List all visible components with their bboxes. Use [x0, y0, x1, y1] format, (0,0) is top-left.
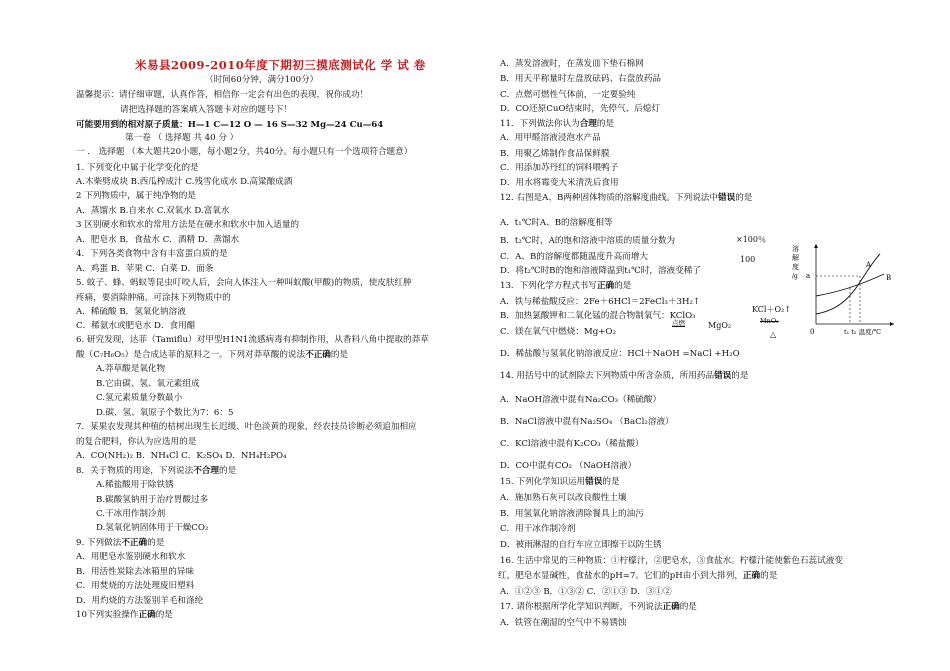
exam-title: 米易县2009-2010年度下期初三摸底测试化 学 试 卷 [135, 58, 426, 72]
left-line-18: D.碳、氢、氧原子个数比为7：6：5 [96, 408, 234, 418]
emphasis-q14: 错误 [714, 371, 732, 381]
left-line-32: 10下列实验操作正确的是 [76, 610, 173, 620]
left-line-9: 5. 蚊子、蜂、蚂蚁等昆虫叮咬人后，会向人体注入一种叫蚁酸(甲酸)的物质，使皮肤红肿 [76, 278, 412, 288]
tip-line-2: 请把选择题的答案填入答题卡对应的题号下！ [120, 105, 292, 115]
right-line-29: D．被雨淋湿的自行车应立即擦干以防生锈 [500, 540, 662, 550]
right-line-21: A．NaOH溶液中混有Na₂CO₃（稀硫酸） [500, 395, 662, 405]
x-axis-arrow [890, 322, 894, 326]
left-line-21: A．CO(NH₂)₂ B．NH₄Cl C．K₂SO₄ D．NH₄H₂PO₄ [76, 451, 287, 461]
right-line-9: D．用水将霉变大米清洗后食用 [500, 178, 619, 188]
left-line-15: A.莽草酸是氧化物 [96, 364, 166, 374]
emphasis-q12: 错误 [717, 193, 736, 203]
right-line-31: 红，肥皂水显碱性，食盐水的pH=7。它们的pH由小到大排列，正确的是 [498, 571, 778, 581]
right-line-12: B．t₂℃时，A的饱和溶液中溶质的质量分数为 [500, 236, 676, 246]
emphasis-q11: 合理 [579, 119, 597, 129]
left-line-28: A．用肥皂水鉴别硬水和软水 [76, 552, 186, 562]
y-axis-arrow [814, 244, 818, 248]
left-line-12: C．稀氨水或肥皂水 D．食用醋 [76, 321, 196, 331]
time-score: （时间60分钟，满分100分） [205, 75, 319, 85]
right-line-24: D．CO中混有CO₂ （NaOH溶液） [500, 461, 637, 471]
right-line-27: B．用氢氧化钠溶液清除餐具上的油污 [500, 509, 644, 519]
right-line-23: C．KCl溶液中混有K₂CO₃（稀盐酸） [500, 439, 644, 449]
left-line-23: A.稀盐酸用于除铁锈 [96, 480, 174, 490]
part-one-heading: 一 ． 选择题 （本大题共20小题，每小题2分，共40分。每小题只有一个选项符合题意） [76, 147, 413, 157]
left-line-26: D.氢氧化钠固体用于干燥CO₂ [96, 523, 209, 533]
right-line-3: C．点燃可燃性气体前，一定要验纯 [500, 90, 636, 100]
ylabel-char-3: 度 [792, 263, 799, 271]
right-line-14: D．将t₂℃时B的饱和溶液降温到t₁℃时，溶液变稀了 [500, 266, 701, 276]
emphasis-q17: 正确 [662, 602, 680, 612]
left-line-20: 的复合肥料，你认为应选用的是 [76, 437, 197, 447]
emphasis-q13: 正确 [596, 281, 615, 291]
burn-condition: 点燃 [672, 319, 685, 327]
origin-label: 0 [810, 328, 815, 336]
emphasis-q16: 正确 [742, 571, 761, 581]
right-line-19: D．稀盐酸与氢氧化钠溶液反应：HCl＋NaOH =NaCl +H₂O [500, 349, 740, 359]
right-line-30: 16. 生活中常见的三种物质：①柠檬汁，②肥皂水，③食盐水。柠檬汁能使紫色石蕊试液变 [500, 556, 843, 566]
ylabel-char-2: 解 [792, 254, 799, 262]
atomic-mass-line: 可能要用到的相对原子质量：H—1 C—12 O — 16 S—32 Mg—24 Cu—64 [76, 120, 384, 130]
fraction-denominator: 100 [740, 255, 756, 264]
right-line-17: B．加热氯酸钾和二氧化锰的混合物制氧气：KClO₃ [500, 311, 696, 321]
left-line-11: A．稀硫酸 B．氢氧化钠溶液 [76, 307, 186, 317]
right-line-4: D．CO还原CuO结束时，先停气、后熄灯 [500, 104, 660, 114]
mgo2-product: MgO₂ [708, 321, 732, 330]
ylabel-char-1: 溶 [792, 245, 799, 253]
right-line-25: 15. 下列化学知识运用错误的是 [500, 477, 620, 487]
label-curve-b: B [886, 274, 892, 282]
left-line-16: B.它由碳、氢、氧元素组成 [96, 379, 200, 389]
left-line-2: A.木柴劈成块 B.西瓜榨成汁 C.残雪化成水 D.高粱酿成酒 [76, 177, 293, 187]
right-line-2: B．用天平称量时左盘放砝码、右盘放药品 [500, 74, 662, 84]
emphasis-q15: 错误 [585, 477, 603, 487]
right-line-16: A．铁与稀盐酸反应：2Fe＋6HCl＝2FeCl₃＋3H₂↑ [500, 297, 701, 307]
left-line-10: 疼痛，要消除肿痛，可涂抹下列物质中的 [76, 293, 231, 303]
emphasis-q9: 不正确 [121, 538, 148, 548]
left-line-22: 8．关于物质的用途，下列说法不合理的是 [76, 466, 237, 476]
x-axis-label: t₁ t₂ 温度/℃ [844, 328, 882, 336]
mno2-catalyst: MnO₂ [760, 317, 779, 325]
left-line-30: C．用焚烧的方法处理废旧塑料 [76, 581, 195, 591]
left-line-3: 2 下列物质中，属于纯净物的是 [76, 191, 196, 201]
right-line-13: C．A、B的溶解度都随温度升高而增大 [500, 252, 649, 262]
right-line-26: A．施加熟石灰可以改良酸性土壤 [500, 493, 627, 503]
solubility-graph [788, 240, 898, 336]
emphasis-q10: 正确 [138, 610, 156, 620]
label-curve-a: A [866, 261, 872, 269]
left-line-5: 3 区别硬水和软水的常用方法是在硬水和软水中加入适量的 [76, 220, 300, 230]
left-line-27: 9. 下列做法不正确的是 [76, 538, 165, 548]
emphasis-q8: 不合理 [193, 466, 219, 476]
right-line-5: 11．下列做法你认为合理的是 [500, 119, 615, 129]
right-line-11: A．t₁℃时A、B的溶解度相等 [500, 218, 613, 228]
left-line-29: B．用活性炭除去冰箱里的异味 [76, 567, 195, 577]
right-line-28: C．用干冰作制冷剂 [500, 524, 576, 534]
right-line-15: 13．下列化学方程式书写正确的是 [500, 281, 632, 291]
left-line-25: C.干冰用作制冷剂 [96, 509, 166, 519]
left-line-1: 1. 下列变化中属于化学变化的是 [76, 163, 199, 173]
right-line-33: 17. 请你根据所学化学知识判断，不列说法正确的是 [500, 602, 697, 612]
right-line-34: A．铁管在潮湿的空气中不易锈蚀 [500, 618, 627, 628]
right-line-8: C．用添加苏丹红的饲料喂鸭子 [500, 163, 619, 173]
left-line-7: 4．下列各类食物中含有丰富蛋白质的是 [76, 249, 228, 259]
tip-line-1: 温馨提示：请仔细审题，认真作答，相信你一定会有出色的表现，祝你成功！ [76, 90, 369, 100]
left-line-6: A．肥皂水 B．食盐水 C．酒精 D．蒸馏水 [76, 235, 240, 245]
emphasis-q6: 不正确 [305, 350, 331, 360]
left-line-24: B.碳酸氢钠用于治疗胃酸过多 [96, 495, 209, 505]
right-line-10: 12. 右图是A、B两种固体物质的溶解度曲线。下列说法中错误的是 [500, 193, 753, 203]
ylabel-char-4: /g [792, 273, 798, 280]
kcl-o2-product: KCl＋O₂↑ [752, 305, 791, 314]
heat-triangle: △ [770, 330, 777, 339]
fraction-times-100: ×100％ [736, 235, 766, 244]
y-tick-a: a [806, 272, 811, 280]
left-line-8: A．鸡蛋 B．苹果 C．白菜 D．面条 [76, 264, 214, 274]
right-line-32: A．①②③ B．①③② C．②①③ D．③①② [500, 587, 672, 597]
left-line-31: D．用灼烧的方法鉴别羊毛和涤纶 [76, 596, 204, 606]
right-line-18: C．镁在氧气中燃烧：Mg+O₂ [500, 327, 616, 337]
right-line-20: 14. 用括号中的试剂除去下列物质中所含杂质，所用药品错误的是 [500, 371, 749, 381]
left-line-13: 6. 研究发现，达菲（Tamiflu）对甲型H1N1流感病毒有抑制作用，从香料八角中提取的莽草 [76, 335, 429, 345]
left-line-4: A．蒸馏水 B.自来水 C.双氧水 D.富氧水 [76, 206, 230, 216]
right-line-22: B．NaCl溶液中混有Na₂SO₄ （BaCl₂溶液） [500, 417, 674, 427]
section-title: 第一卷 （ 选择题 共 40 分 ） [125, 133, 239, 143]
left-line-14: 酸（C₇H₆O₅）是合成达菲的原料之一。下列对莽草酸的说法不正确的是 [76, 350, 349, 360]
right-line-1: A．蒸发溶液时，在蒸发皿下垫石棉网 [500, 59, 644, 69]
left-line-17: C.氢元素质量分数最小 [96, 393, 183, 403]
right-line-7: B．用聚乙烯制作食品保鲜膜 [500, 149, 610, 159]
left-line-19: 7．某果农发现其种植的桔树出现生长迟缓、叶色淡黄的现象，经农技员诊断必须追加相应 [76, 422, 417, 432]
right-line-6: A．用甲醛溶液浸泡水产品 [500, 133, 601, 143]
